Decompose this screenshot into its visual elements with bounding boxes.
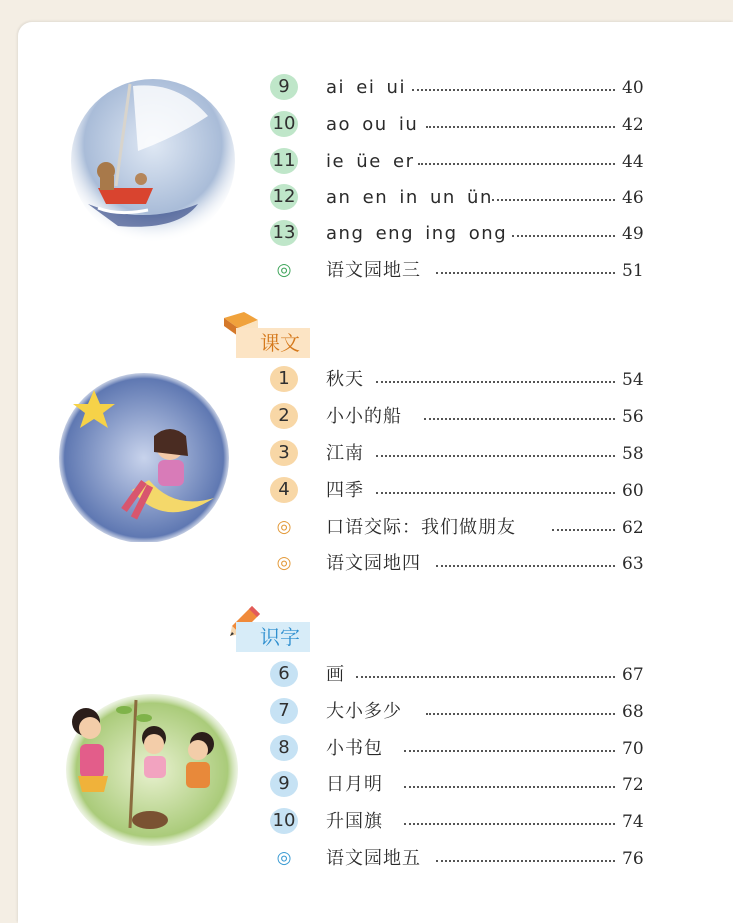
lesson-title: 秋天 (326, 369, 364, 390)
toc-row[interactable] (0, 735, 733, 765)
lesson-number: 1 (270, 366, 298, 392)
page-number: 40 (622, 78, 644, 98)
leader-dots (512, 235, 615, 237)
leader-dots (436, 860, 615, 862)
page-number: 67 (622, 665, 644, 685)
toc-row[interactable] (0, 661, 733, 691)
leader-dots (436, 272, 615, 274)
leader-dots (412, 89, 615, 91)
lesson-number: 7 (270, 698, 298, 724)
leader-dots (418, 163, 615, 165)
lesson-title: an en in un ün (326, 187, 493, 208)
lesson-title: 小书包 (326, 738, 383, 759)
toc-row[interactable] (0, 514, 733, 544)
page-number: 72 (622, 775, 644, 795)
section-heading-kewen: 课文 (236, 328, 310, 358)
leader-dots (436, 565, 615, 567)
toc-row[interactable] (0, 366, 733, 396)
lesson-title: 江南 (326, 443, 364, 464)
toc-row[interactable] (0, 771, 733, 801)
page-number: 42 (622, 115, 644, 135)
review-marker-icon: ◎ (276, 848, 292, 868)
leader-dots (356, 676, 615, 678)
toc-row[interactable] (0, 220, 733, 250)
leader-dots (376, 381, 615, 383)
toc-row[interactable] (0, 845, 733, 875)
lesson-number: 9 (270, 74, 298, 100)
lesson-title: 语文园地四 (326, 553, 421, 574)
page-number: 68 (622, 702, 644, 722)
lesson-title: 语文园地三 (326, 260, 421, 281)
page-number: 58 (622, 444, 644, 464)
toc-row[interactable] (0, 111, 733, 141)
leader-dots (426, 713, 615, 715)
page-number: 63 (622, 554, 644, 574)
lesson-number: 2 (270, 403, 298, 429)
page-number: 54 (622, 370, 644, 390)
toc-row[interactable] (0, 184, 733, 214)
lesson-number: 11 (270, 148, 298, 174)
lesson-number: 10 (270, 808, 298, 834)
page-number: 51 (622, 261, 644, 281)
review-marker-icon: ◎ (276, 553, 292, 573)
review-marker-icon: ◎ (276, 260, 292, 280)
leader-dots (376, 492, 615, 494)
page-number: 62 (622, 518, 644, 538)
page-number: 56 (622, 407, 644, 427)
lesson-title: ie üe er (326, 151, 415, 172)
leader-dots (404, 750, 615, 752)
lesson-title: ang eng ing ong (326, 223, 508, 244)
lesson-title: 大小多少 (326, 701, 402, 722)
toc-row[interactable] (0, 440, 733, 470)
leader-dots (404, 823, 615, 825)
lesson-title: 四季 (326, 480, 364, 501)
leader-dots (552, 529, 615, 531)
page-number: 74 (622, 812, 644, 832)
review-marker-icon: ◎ (276, 517, 292, 537)
toc-row[interactable] (0, 74, 733, 104)
lesson-number: 4 (270, 477, 298, 503)
page-number: 49 (622, 224, 644, 244)
leader-dots (424, 418, 615, 420)
leader-dots (492, 199, 615, 201)
section-heading-shizi: 识字 (236, 622, 310, 652)
lesson-number: 13 (270, 220, 298, 246)
page-number: 60 (622, 481, 644, 501)
page-number: 70 (622, 739, 644, 759)
page-number: 44 (622, 152, 644, 172)
lesson-number: 8 (270, 735, 298, 761)
leader-dots (376, 455, 615, 457)
toc-row[interactable] (0, 808, 733, 838)
lesson-title: 小小的船 (326, 406, 402, 427)
lesson-number: 9 (270, 771, 298, 797)
lesson-title: 升国旗 (326, 811, 383, 832)
toc-row[interactable] (0, 477, 733, 507)
lesson-number: 10 (270, 111, 298, 137)
leader-dots (426, 126, 615, 128)
lesson-title: ai ei ui (326, 77, 406, 98)
page-number: 46 (622, 188, 644, 208)
toc-row[interactable] (0, 257, 733, 287)
toc-row[interactable] (0, 698, 733, 728)
page-number: 76 (622, 849, 644, 869)
lesson-title: 口语交际：我们做朋友 (326, 517, 516, 538)
toc-row[interactable] (0, 550, 733, 580)
lesson-title: ao ou iu (326, 114, 419, 135)
lesson-number: 6 (270, 661, 298, 687)
lesson-title: 日月明 (326, 774, 383, 795)
lesson-number: 12 (270, 184, 298, 210)
lesson-title: 语文园地五 (326, 848, 421, 869)
toc-row[interactable] (0, 148, 733, 178)
toc-row[interactable] (0, 403, 733, 433)
lesson-title: 画 (326, 664, 345, 685)
lesson-number: 3 (270, 440, 298, 466)
leader-dots (404, 786, 615, 788)
